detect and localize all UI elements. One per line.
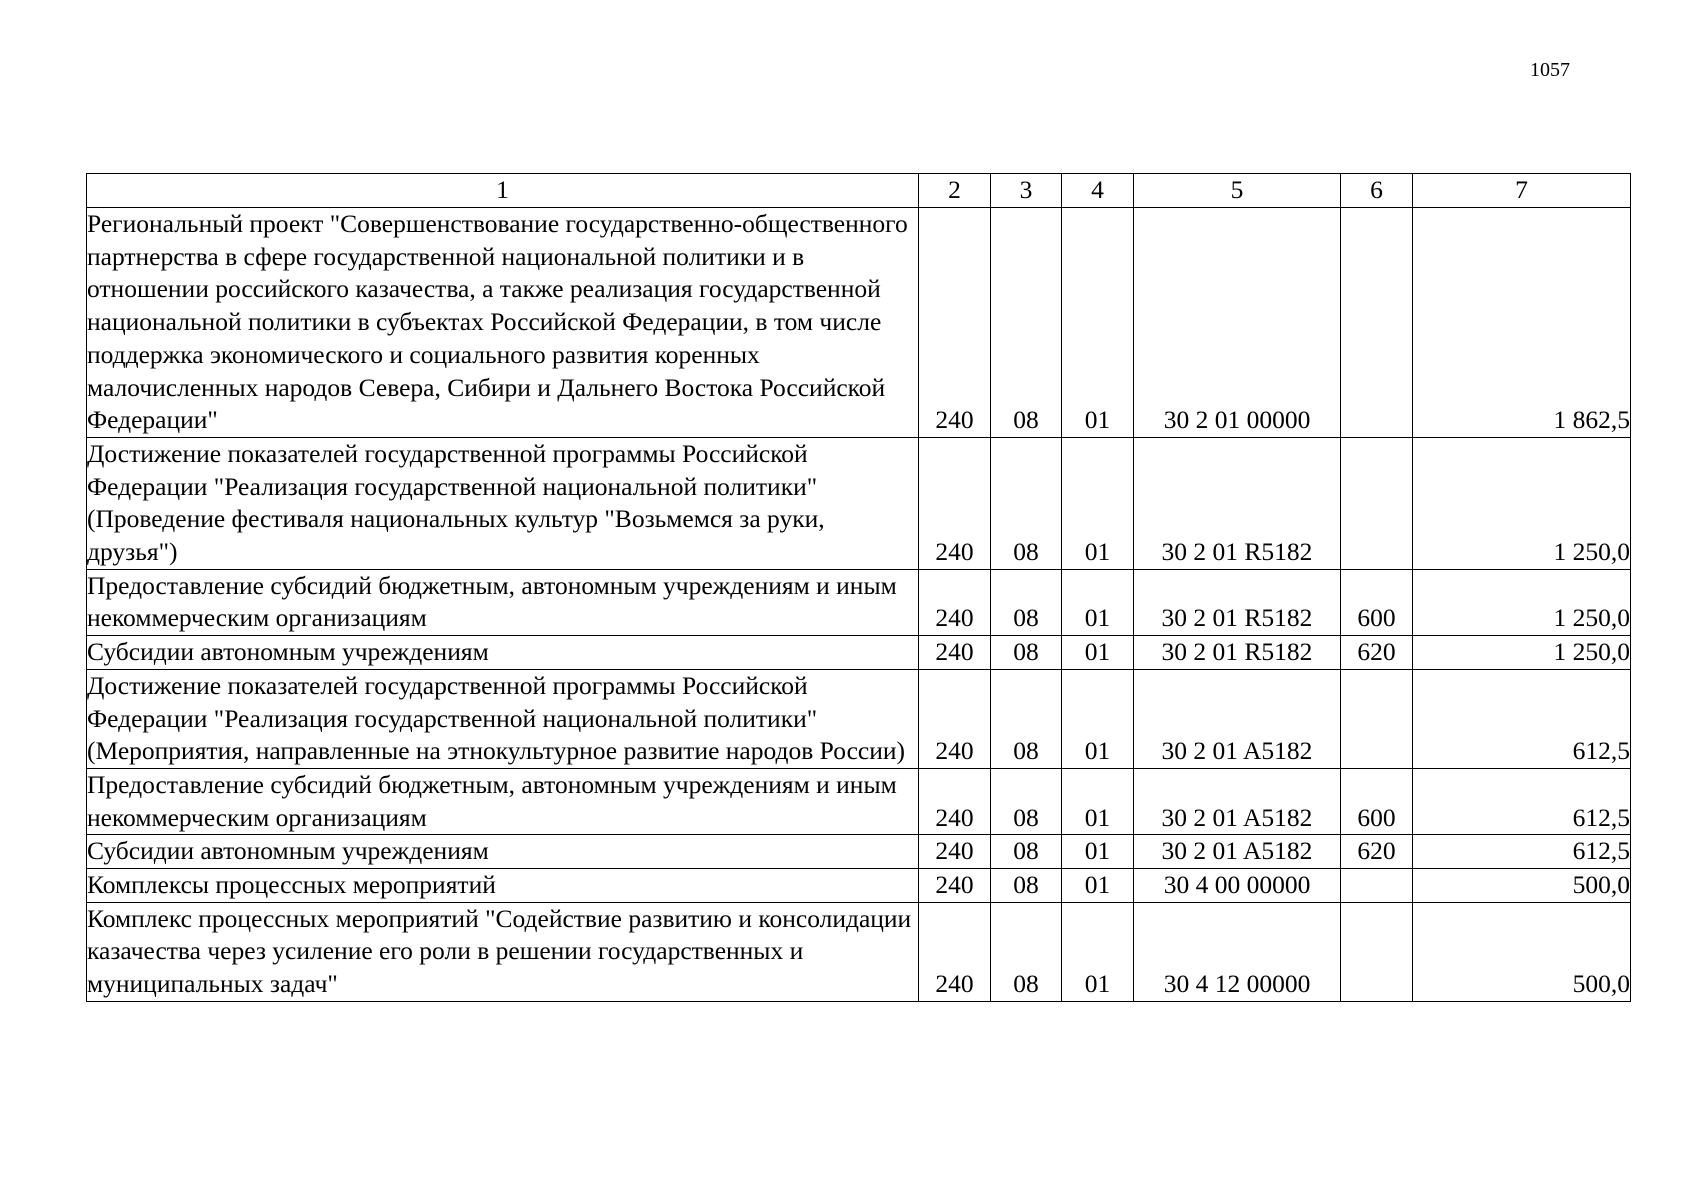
cell-col-4: 01 <box>1062 208 1134 438</box>
cell-target-code: 30 2 01 R5182 <box>1134 636 1341 670</box>
header-col-7: 7 <box>1413 174 1631 208</box>
cell-target-code: 30 2 01 R5182 <box>1134 569 1341 635</box>
cell-target-code: 30 2 01 00000 <box>1134 208 1341 438</box>
cell-col-3: 08 <box>991 208 1062 438</box>
cell-amount: 500,0 <box>1413 902 1631 1001</box>
cell-target-code: 30 2 01 A5182 <box>1134 768 1341 834</box>
row-name: Субсидии автономным учреждениям <box>87 835 919 869</box>
cell-amount: 612,5 <box>1413 669 1631 768</box>
cell-expense-type <box>1341 208 1413 438</box>
cell-col-4: 01 <box>1062 869 1134 903</box>
table-row <box>87 768 1631 834</box>
cell-col-4: 01 <box>1062 437 1134 569</box>
cell-col-4: 01 <box>1062 768 1134 834</box>
cell-expense-type <box>1341 902 1413 1001</box>
row-name: Достижение показателей государственной программы Российской Федерации "Реализация государственной национальной политики" (Проведение фестиваля национальных культур "Возьмемся за руки, друзья") <box>87 437 919 569</box>
header-col-4: 4 <box>1062 174 1134 208</box>
cell-expense-type <box>1341 869 1413 903</box>
table-row <box>87 208 1631 438</box>
table-row <box>87 669 1631 768</box>
cell-target-code: 30 4 00 00000 <box>1134 869 1341 903</box>
cell-expense-type: 600 <box>1341 768 1413 834</box>
cell-expense-type: 620 <box>1341 835 1413 869</box>
cell-col-4: 01 <box>1062 636 1134 670</box>
header-col-5: 5 <box>1134 174 1341 208</box>
row-name: Предоставление субсидий бюджетным, автономным учреждениям и иным некоммерческим организациям <box>87 569 919 635</box>
header-col-6: 6 <box>1341 174 1413 208</box>
cell-col-4: 01 <box>1062 902 1134 1001</box>
table-row <box>87 835 1631 869</box>
cell-col-4: 01 <box>1062 669 1134 768</box>
header-col-2: 2 <box>919 174 991 208</box>
cell-col-3: 08 <box>991 902 1062 1001</box>
header-row <box>87 174 1631 208</box>
cell-amount: 612,5 <box>1413 835 1631 869</box>
row-name: Региональный проект "Совершенствование государственно-общественного партнерства в сфере государственной национальной политики и в отношении российского казачества, а также реализация государственной национальной политики в субъектах Российской Федерации, в том числе поддержка экономического и социального развития коренных малочисленных народов Севера, Сибири и Дальнего Востока Российской Федерации" <box>87 208 919 438</box>
cell-expense-type <box>1341 437 1413 569</box>
cell-col-3: 08 <box>991 569 1062 635</box>
cell-col-3: 08 <box>991 835 1062 869</box>
table-row <box>87 437 1631 569</box>
header-col-3: 3 <box>991 174 1062 208</box>
cell-amount: 1 250,0 <box>1413 569 1631 635</box>
row-name: Достижение показателей государственной программы Российской Федерации "Реализация государственной национальной политики" (Мероприятия, направленные на этнокультурное развитие народов России) <box>87 669 919 768</box>
cell-target-code: 30 2 01 R5182 <box>1134 437 1341 569</box>
cell-col-4: 01 <box>1062 569 1134 635</box>
cell-expense-type: 620 <box>1341 636 1413 670</box>
cell-col-2: 240 <box>919 768 991 834</box>
cell-col-3: 08 <box>991 768 1062 834</box>
table-row <box>87 869 1631 903</box>
cell-expense-type: 600 <box>1341 569 1413 635</box>
cell-target-code: 30 2 01 A5182 <box>1134 835 1341 869</box>
row-name: Предоставление субсидий бюджетным, автономным учреждениям и иным некоммерческим организациям <box>87 768 919 834</box>
cell-amount: 612,5 <box>1413 768 1631 834</box>
cell-col-2: 240 <box>919 835 991 869</box>
cell-col-3: 08 <box>991 669 1062 768</box>
cell-col-2: 240 <box>919 869 991 903</box>
table-row <box>87 636 1631 670</box>
cell-col-4: 01 <box>1062 835 1134 869</box>
cell-col-2: 240 <box>919 636 991 670</box>
row-name: Субсидии автономным учреждениям <box>87 636 919 670</box>
header-col-1: 1 <box>87 174 919 208</box>
budget-table <box>86 173 1631 1002</box>
row-name: Комплексы процессных мероприятий <box>87 869 919 903</box>
table-row <box>87 902 1631 1001</box>
cell-col-2: 240 <box>919 437 991 569</box>
cell-target-code: 30 4 12 00000 <box>1134 902 1341 1001</box>
cell-target-code: 30 2 01 A5182 <box>1134 669 1341 768</box>
cell-col-2: 240 <box>919 902 991 1001</box>
cell-col-2: 240 <box>919 669 991 768</box>
page-number: 1057 <box>1530 59 1570 81</box>
cell-amount: 1 250,0 <box>1413 636 1631 670</box>
cell-amount: 500,0 <box>1413 869 1631 903</box>
row-name: Комплекс процессных мероприятий "Содействие развитию и консолидации казачества через усиление его роли в решении государственных и муниципальных задач" <box>87 902 919 1001</box>
table-row <box>87 569 1631 635</box>
cell-col-3: 08 <box>991 869 1062 903</box>
cell-col-3: 08 <box>991 636 1062 670</box>
cell-col-2: 240 <box>919 208 991 438</box>
cell-col-2: 240 <box>919 569 991 635</box>
cell-expense-type <box>1341 669 1413 768</box>
cell-amount: 1 250,0 <box>1413 437 1631 569</box>
cell-col-3: 08 <box>991 437 1062 569</box>
cell-amount: 1 862,5 <box>1413 208 1631 438</box>
